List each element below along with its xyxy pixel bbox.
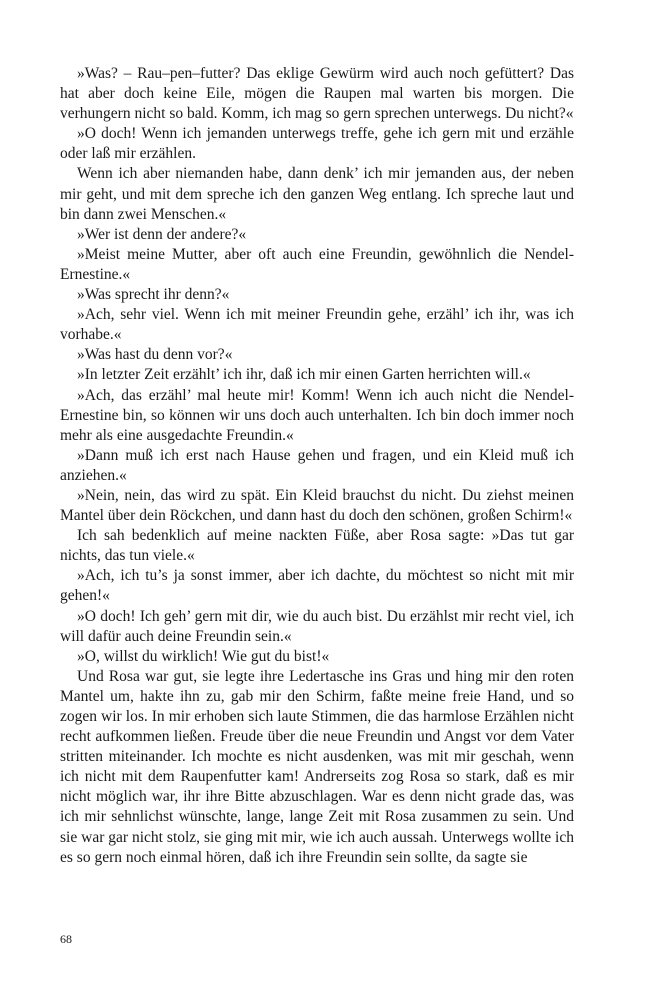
paragraph: »Ach, sehr viel. Wenn ich mit meiner Freundin gehe, erzähl’ ich ihr, was ich vorhabe.« <box>60 306 574 344</box>
paragraph: »Ach, ich tu’s ja sonst immer, aber ich dachte, du möchtest so nicht mit mir gehen!« <box>60 567 574 605</box>
paragraph: »Wer ist denn der andere?« <box>77 225 247 243</box>
paragraph: »O doch! Wenn ich jemanden unterwegs treffe, gehe ich gern mit und erzähle oder laß mir erzählen. <box>60 125 574 163</box>
paragraph: »Nein, nein, das wird zu spät. Ein Kleid brauchst du nicht. Du ziehst meinen Mantel über dein Röckchen, und dann hast du doch den schönen, großen Schirm!« <box>60 486 574 525</box>
paragraph: »Was? – Rau–pen–futter? Das eklige Gewürm wird auch noch gefüttert? Das hat aber doch keine Eile, mögen die Raupen mal warten bis morgen. Die verhungern nicht so bald. Komm, ich mag so gern sprechen unterwegs. Du nicht?« <box>60 65 574 123</box>
paragraph: »O, willst du wirklich! Wie gut du bist!« <box>77 647 330 665</box>
paragraph: »In letzter Zeit erzählt’ ich ihr, daß ich mir einen Garten herrichten will.« <box>77 366 531 384</box>
paragraph: Und Rosa war gut, sie legte ihre Ledertasche ins Gras und hing mir den roten Mantel um, hakte ihn zu, gab mir den Schirm, faßte meine freie Hand, und so zogen wir los. In mir erhoben sich laute Stimmen, die das harmlose Erzählen nicht recht aufkommen ließen. Freude über die neue Freundin und Angst vor dem Vater stritten miteinander. Ich mochte es nicht ausdenken, was mit mir geschah, wenn ich nicht mit dem Raupenfutter kam! Andrerseits zog Rosa so stark, daß es mir nicht möglich war, ihr ihre Bitte abzuschlagen. War es denn nicht grade das, was ich mir sehnlichst wünschte, lange, lange Zeit mit Rosa zusammen zu sein. Und sie war gar nicht stolz, sie ging mit mir, wie ich auch aussah. Unterwegs wollte ich es so gern noch einmal hören, daß ich ihre Freundin sein sollte, da sagte sie <box>60 667 574 866</box>
page-body <box>60 64 574 868</box>
paragraph: »Was hast du denn vor?« <box>77 346 233 364</box>
paragraph: »Dann muß ich erst nach Hause gehen und fragen, und ein Kleid muß ich anziehen.« <box>60 446 574 484</box>
paragraph: Wenn ich aber niemanden habe, dann denk’ ich mir jemanden aus, der neben mir geht, und mit dem spreche ich den ganzen Weg entlang. Ich spreche laut und bin dann zwei Menschen.« <box>60 165 574 223</box>
paragraph: »Ach, das erzähl’ mal heute mir! Komm! Wenn ich auch nicht die Nendel-Ernestine bin, so können wir uns doch auch unterhalten. Ich bin doch immer noch mehr als eine ausgedachte Freundin.« <box>60 386 574 444</box>
paragraph: Ich sah bedenklich auf meine nackten Füße, aber Rosa sagte: »Das tut gar nichts, das tun viele.« <box>60 527 574 565</box>
paragraph: »Was sprecht ihr denn?« <box>77 286 230 304</box>
paragraph: »Meist meine Mutter, aber oft auch eine Freundin, gewöhnlich die Nendel-Ernestine.« <box>60 245 574 283</box>
paragraph: »O doch! Ich geh’ gern mit dir, wie du auch bist. Du erzählst mir recht viel, ich will dafür auch deine Freundin sein.« <box>60 607 574 645</box>
page-number: 68 <box>60 932 72 946</box>
